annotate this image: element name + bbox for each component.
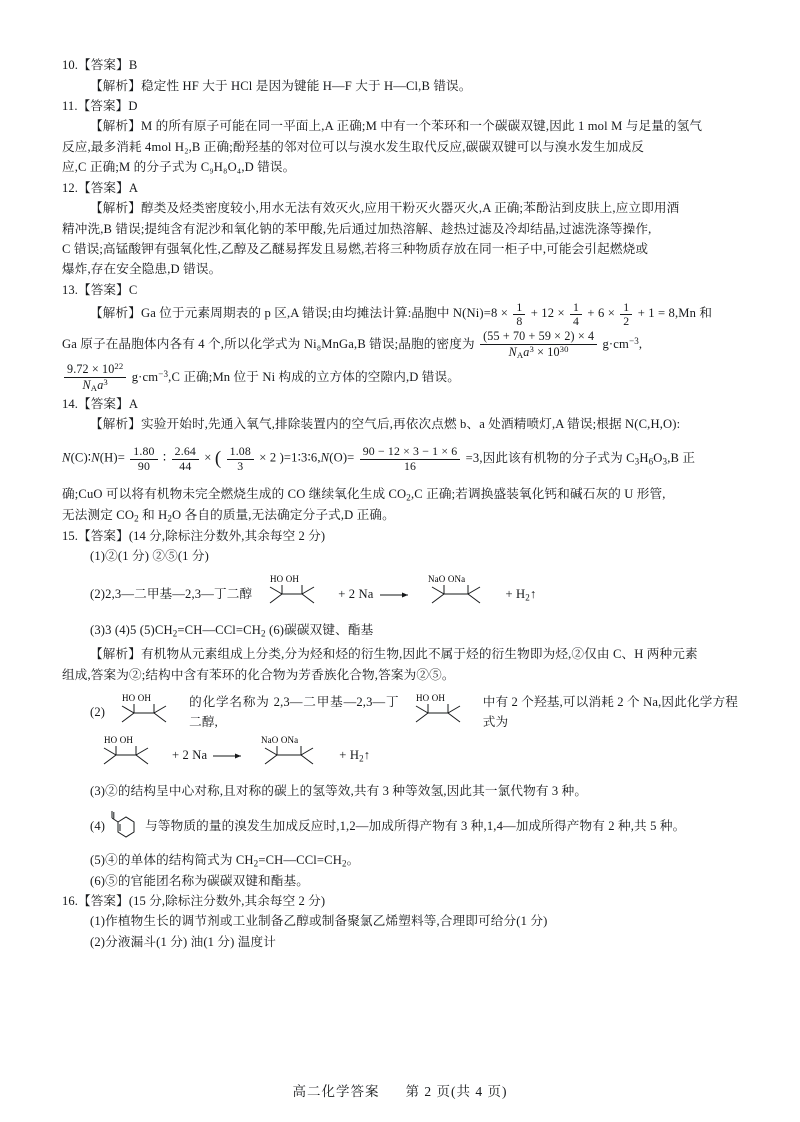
question-block-14	[62, 395, 738, 526]
q16-answer-label: 【答案】	[78, 893, 129, 908]
q15-equation-row	[62, 572, 738, 616]
q14-frac-2	[172, 445, 199, 473]
svg-text:NaO ONa: NaO ONa	[261, 735, 299, 746]
q11-answer-value: D	[128, 98, 138, 113]
q11-explain-line-3-wrap	[62, 157, 738, 177]
q11-answer-line	[62, 97, 738, 117]
q13-line3-fraction	[64, 362, 126, 393]
q15-p2-mid: 的化学名称为 2,3—二甲基—2,3—丁二醇,	[189, 694, 399, 730]
question-block-11	[62, 97, 738, 178]
q12-explain-line-3: C 错误;高锰酸钾有强氧化性,乙醇及乙醚易挥发且易燃,若将三种物质存放在同一柜子中,可能会引起燃烧或	[62, 241, 649, 256]
q12-answer-line	[62, 179, 738, 199]
q13-fraction-1	[513, 301, 525, 329]
q12-explain-line-3-wrap	[62, 239, 738, 259]
q14-calc-tail-2: =3,因此该有机物的分子式为 $C_3H_6O_3,B$ 正	[465, 450, 696, 467]
q15-sub2-text: (2)2,3—二甲基—2,3—丁二醇	[90, 587, 253, 602]
svg-text:NaO ONa: NaO ONa	[427, 574, 465, 585]
q16-sub1: (1)作植物生长的调节剂或工业制备乙醇或制备聚氯乙烯塑料等,合理即可给分(1 分)	[90, 914, 548, 929]
q10-answer-label: 【答案】	[78, 58, 129, 72]
q11-explain-line-1: M 的所有原子可能在同一平面上,A 正确;M 中有一个苯环和一个碳碳双键,因此 1 mol M 与足量的氢气	[140, 119, 703, 134]
diol-structure-icon-2	[108, 691, 186, 733]
diol-structure-icon-4	[90, 733, 168, 777]
q13-mid-1: + 12 ×	[530, 306, 565, 321]
q12-explain-line-1: 醇类及烃类密度较小,用水无法有效灭火,应用干粉灭火器灭火,A 正确;苯酚沾到皮肤上,应立即用酒	[140, 201, 680, 216]
q15-eq2-plus: + 2 Na	[172, 747, 208, 762]
q13-frac2-den: 4	[573, 313, 580, 328]
q13-density-den: $N_Aa^3 \times 10^{30}$	[508, 343, 569, 360]
question-block-10	[62, 56, 738, 96]
q13-line3-den: $N_Aa^3$	[82, 376, 108, 393]
footer-page-number: 第 2 页(共 4 页)	[405, 1084, 508, 1099]
q12-explain-line-2-wrap	[62, 219, 738, 239]
q14-calc-line	[62, 434, 738, 483]
svg-text:HO OH: HO OH	[415, 693, 445, 704]
q14-answer-label: 【答案】	[78, 396, 129, 411]
question-block-12	[62, 179, 738, 280]
q10-explain-line	[62, 76, 738, 96]
disodium-alkoxide-structure-icon-2	[249, 733, 335, 777]
q14-frac4-den: 16	[403, 458, 417, 473]
q15-number: 15.	[62, 528, 79, 543]
reaction-arrow-icon	[378, 586, 412, 602]
q16-sub2: (2)分液漏斗(1 分) 油(1 分) 温度计	[90, 934, 277, 949]
q13-line3-tail: $g\cdot cm^{-3},C$ 正确;Mn 位于 Ni 构成的立方体的空隙内,D 错误。	[131, 368, 461, 384]
q13-mid-3: + 1 = 8,Mn 和	[637, 306, 713, 321]
q12-explain-line-4: 爆炸,存在安全隐患,D 错误。	[62, 262, 222, 277]
q14-frac2-den: 44	[179, 458, 192, 473]
q14-number: 14.	[62, 396, 79, 411]
q14-answer-line	[62, 395, 738, 415]
q15-p3: (3)②的结构呈中心对称,且对称的碳上的氢等效,共有 3 种等效氢,因此其一氯代物有 3 种。	[90, 784, 588, 799]
question-block-13	[62, 281, 738, 394]
q14-op-1: ∶	[162, 450, 167, 465]
q15-p4-row	[62, 808, 738, 846]
q15-p5: (5)④的单体的结构简式为 $CH_2=CH—CCl=CH_2$。	[90, 852, 360, 868]
q13-answer-value: C	[128, 282, 138, 297]
q15-sub1: (1)②(1 分) ②⑤(1 分)	[90, 549, 210, 564]
q13-fraction-3	[620, 301, 632, 329]
q15-p4-pre: (4)	[90, 819, 106, 834]
question-block-16	[62, 892, 738, 952]
svg-text:HO OH: HO OH	[104, 735, 133, 746]
svg-text:HO OH: HO OH	[122, 693, 152, 704]
q15-equation-row-2	[62, 733, 738, 777]
q15-explain-text-1: 有机物从元素组成上分类,分为烃和烃的衍生物,因此不属于烃的衍生物即为烃,②仅由 C、H 两种元素	[140, 647, 698, 662]
diol-structure-icon-3	[402, 691, 480, 733]
q15-p2-tail: 中有 2 个羟基,可以消耗 2 个 Na,因此化学方程式为	[482, 694, 738, 730]
q13-mid-2: + 6 ×	[587, 306, 615, 321]
q12-number: 12.	[62, 180, 79, 195]
q15-p4-tail: 与等物质的量的溴发生加成反应时,1,2—加成所得产物有 3 种,1,4—加成所得产物有 2 种,共 5 种。	[145, 819, 686, 834]
q12-answer-label: 【答案】	[78, 180, 129, 195]
reaction-arrow-icon-2	[211, 747, 245, 763]
q15-answer-label: 【答案】	[78, 528, 129, 543]
q15-eq2-right: + $H_2↑$	[339, 747, 371, 763]
q13-explain-pre: Ga 位于元素周期表的 p 区,A 错误;由均摊法计算:晶胞中 N(Ni)=8 ×	[140, 306, 509, 321]
q12-answer-value: A	[128, 180, 139, 195]
q10-explain-text: 稳定性 HF 大于 HCl 是因为键能 H—F 大于 H—Cl,B 错误。	[140, 78, 472, 93]
q13-frac1-num: 1	[513, 301, 525, 315]
footer-title: 高二化学答案	[292, 1084, 380, 1099]
q13-density-unit: $g\cdot cm^{-3}$,	[602, 335, 643, 352]
diol-structure-icon	[256, 572, 334, 616]
q15-p2-pre: (2)	[90, 704, 106, 719]
q14-frac1-den: 90	[137, 458, 151, 473]
q14-explain-text-1: 实验开始时,先通入氧气,排除装置内的空气后,再依次点燃 b、a 处酒精喷灯,A 错误;根据 N(C,H,O):	[140, 417, 681, 432]
q15-p6: (6)⑤的官能团名称为碳碳双键和酯基。	[90, 873, 310, 888]
q13-explain-label: 【解析】	[90, 306, 141, 321]
q15-answer-line	[62, 527, 738, 547]
q11-explain-line-2-wrap	[62, 137, 738, 157]
q15-p2-row	[62, 691, 738, 733]
q13-frac1-den: 8	[516, 313, 523, 328]
q14-frac3-den: 3	[237, 458, 244, 473]
q14-frac3-close: × 2	[259, 450, 277, 465]
q10-number: 10.	[62, 58, 79, 72]
q10-explain-label: 【解析】	[90, 78, 141, 93]
disodium-alkoxide-structure-icon	[416, 572, 502, 616]
q15-answer-head: (14 分,除标注分数外,其余每空 2 分)	[128, 528, 326, 543]
q15-eq-right: + $H_2↑$	[505, 586, 537, 603]
q14-explain-line-4	[62, 505, 738, 526]
q11-number: 11.	[62, 98, 78, 113]
q11-explain-label: 【解析】	[90, 119, 141, 134]
q14-frac3-num: 1.08	[227, 445, 254, 459]
q15-explain-label: 【解析】	[90, 647, 141, 662]
q13-number: 13.	[62, 282, 79, 297]
q14-op-2: ×	[204, 450, 212, 465]
q14-explain-text-4: 无法测定 $CO_2$ 和 $H_2O$ 各自的质量,无法确定分子式,D 正确。	[62, 507, 395, 523]
q15-explain-line-1	[62, 644, 738, 664]
q15-explain-line-2: 组成,答案为②;结构中含有苯环的化合物为芳香族化合物,答案为②⑤。	[62, 667, 455, 682]
cyclohexenone-structure-icon	[108, 808, 142, 846]
q16-answer-line	[62, 892, 738, 912]
q10-answer-value: B	[128, 58, 138, 72]
q15-eq-plus: + 2 Na	[338, 587, 374, 602]
q12-explain-line-4-wrap	[62, 259, 738, 279]
q13-explain-line-2	[62, 328, 738, 361]
question-block-15	[62, 527, 738, 891]
page-footer	[0, 1080, 800, 1100]
q13-answer-label: 【答案】	[78, 282, 129, 297]
q14-frac4-num: 90 − 12 × 3 − 1 × 6	[360, 445, 461, 459]
q13-fraction-2	[570, 301, 582, 329]
q13-answer-line	[62, 281, 738, 301]
q11-explain	[62, 116, 738, 136]
q12-explain-line-2: 精冲洗,B 错误;提纯含有泥沙和氧化钠的苯甲酸,先后通过加热溶解、趁热过滤及冷却结晶,过滤洗涤等操作,	[62, 221, 652, 236]
q14-frac-4	[360, 445, 461, 473]
q14-calc-tail-1: )=1∶3∶6,N(O)=	[279, 450, 355, 465]
q11-answer-label: 【答案】	[77, 98, 129, 113]
q13-frac2-num: 1	[570, 301, 582, 315]
q11-explain-line-3: 应,C 正确;M 的分子式为 C₉H₈O₄,D 错误。	[62, 160, 296, 175]
q13-explain-line-1	[62, 300, 738, 328]
q13-line3-num: $9.72 \times 10^{22}$	[64, 362, 126, 377]
q13-density-num: (55 + 70 + 59 × 2) × 4	[480, 330, 597, 345]
q13-density-fraction	[480, 330, 597, 360]
q13-frac3-den: 2	[623, 313, 630, 328]
q12-explain	[62, 198, 738, 218]
q14-calc-prefix: N(C)∶N(H)=	[62, 450, 125, 465]
q14-frac-1	[130, 445, 157, 473]
q15-sub3: (3)3 (4)5 $(5)CH_2=CH—CCl=CH_2$ (6)碳碳双键、酯基	[90, 623, 374, 639]
q13-explain-line-3	[62, 361, 738, 394]
q11-explain-line-2: 反应,最多消耗 4mol H₂,B 正确;酚羟基的邻对位可以与溴水发生取代反应,碳碳双键可以与溴水发生加成反	[62, 139, 645, 154]
svg-text:HO OH: HO OH	[270, 574, 300, 585]
q14-frac1-num: 1.80	[130, 445, 157, 459]
q16-number: 16.	[62, 893, 79, 908]
q13-line2-pre: Ga 原子在晶胞体内各有 4 个,所以化学式为 Ni₈MnGa,B 错误;晶胞的密度为	[62, 337, 475, 352]
q16-answer-head: (15 分,除标注分数外,其余每空 2 分)	[128, 893, 326, 908]
q10-answer-line	[62, 56, 738, 76]
q12-explain-label: 【解析】	[90, 201, 141, 216]
q14-explain-text-3: 确;CuO 可以将有机物未完全燃烧生成的 CO 继续氧化生成 $CO_2,C$ 正确;若调换盛装氧化钙和碱石灰的 U 形管,	[62, 486, 666, 502]
q14-frac-3	[227, 445, 254, 473]
q14-explain-line-1	[62, 414, 738, 434]
q14-explain-label: 【解析】	[90, 417, 141, 432]
q14-answer-value: A	[128, 396, 139, 411]
q13-frac3-num: 1	[620, 301, 632, 315]
q14-explain-line-3	[62, 484, 738, 505]
q14-paren-open: (	[214, 448, 222, 470]
q14-frac2-num: 2.64	[172, 445, 199, 459]
